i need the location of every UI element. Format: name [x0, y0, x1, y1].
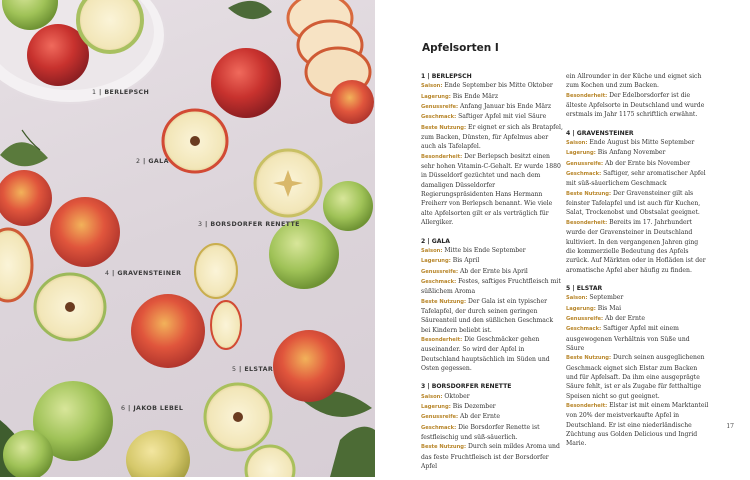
entry-season: Saison: September [566, 294, 624, 302]
entry-special: Besonderheit: Elstar ist mit einem Marktanteil von 20% der meistverkaufte Apfel in Deutschland. Er ist eine niederländische Züchtung aus Golden Delicious und Ingrid Marie. [566, 402, 709, 448]
page-title: Apfelsorten I [422, 42, 499, 54]
entry-ripe: Genussreife: Anfang Januar bis Ende März [421, 103, 552, 111]
entry-season: Saison: Ende August bis Mitte September [566, 139, 695, 147]
entry-taste: Geschmack: Saftiger Apfel mit viel Säure [421, 113, 547, 121]
entry-season: Saison: Mitte bis Ende September [421, 246, 526, 254]
entry-ripe: Genussreife: Ab der Ernte [566, 314, 645, 322]
entry-season: Saison: Oktober [421, 392, 470, 400]
entry-storage: Lagerung: Bis Dezember [421, 403, 496, 410]
entry-ripe: Genussreife: Ab der Ernte [421, 413, 500, 421]
apple-label-5: 5 | ELSTAR [232, 366, 274, 373]
entry-special: Besonderheit: Der Edelborsdorfer ist die älteste Apfelsorte in Deutschland und wurde erstmals im Jahr 1175 schriftlich erwähnt. [566, 91, 705, 119]
entry-use: Beste Nutzung: Der Gala ist ein typischer Tafelapfel, der durch seinen geringen Säureanteil und den süßlichen Geschmack bei Kindern beliebt ist. [421, 297, 554, 334]
apple-label-3: 3 | BORSDORFER RENETTE [198, 221, 300, 228]
entry-storage: Lagerung: Bis April [421, 257, 480, 265]
entry-heading: 3 | BORSDORFER RENETTE [421, 383, 512, 391]
entry-storage: Lagerung: Bis Mai [566, 304, 622, 312]
apple-entry-borsdorfer-continued [566, 72, 709, 120]
entry-use: Beste Nutzung: Er eignet er sich als Bratapfel, zum Backen, Dünsten, für Apfelmus aber auch als Tafelapfel. [421, 123, 563, 151]
apple-label-4: 4 | GRAVENSTEINER [105, 270, 182, 277]
apple-label-1: 1 | BERLEPSCH [92, 89, 150, 96]
entry-taste: Geschmack: Festes, saftiges Fruchtfleisch mit süßlichem Aroma [421, 277, 561, 296]
entry-season: Saison: Ende September bis Mitte Oktober [421, 82, 553, 90]
apple-entry-gala [421, 237, 564, 374]
entry-taste: Geschmack: Saftiger Apfel mit einem ausgewogenen Verhältnis von Süße und Säure [566, 325, 690, 352]
entry-special: Besonderheit: Der Berlepsch besitzt einen sehr hohen Vitamin-C-Gehalt. Er wurde 1880 in Düsseldorf gezüchtet und nach dem damaligen Düsseldorfer Regierungspräsidenten Hans Hermann Freiherr von Berlepsch benannt. Wie viele alte Apfelsorten gilt er als verträglich für Allergiker. [421, 152, 561, 227]
entry-special: Besonderheit: Die Geschmäcker gehen auseinander. So wird der Apfel in Deutschland hauptsächlich im Süden und Osten gegessen. [421, 335, 550, 372]
text-column-right [566, 72, 709, 458]
apple-entry-borsdorfer [421, 382, 564, 471]
entry-taste: Geschmack: Die Borsdorfer Renette ist festfleischig und süß-säuerlich. [421, 423, 540, 442]
entry-use: Beste Nutzung: Durch seinen ausgeglichenen Geschmack eignet sich Elstar zum Backen und für Apfelsaft. Da ihm eine ausgeprägte Säure fehlt, ist er als Zugabe für fetthaltige Speisen nicht so gut geeignet. [566, 354, 705, 400]
text-column-left [421, 72, 564, 480]
apple-label-2: 2 | GALA [136, 158, 169, 165]
page-number: 17 [726, 423, 734, 430]
entry-heading: 1 | BERLEPSCH [421, 73, 472, 80]
apple-photo-illustration [0, 0, 375, 477]
apple-entry-gravensteiner [566, 129, 709, 275]
apple-entry-elstar [566, 284, 709, 449]
apple-photo [0, 0, 375, 477]
entry-use-continued: ein Allrounder in der Küche und eignet sich zum Kochen und zum Backen. [566, 73, 702, 90]
entry-heading: 2 | GALA [421, 237, 451, 245]
entry-heading: 4 | GRAVENSTEINER [566, 129, 634, 137]
apple-entry-berlepsch [421, 72, 564, 228]
entry-taste: Geschmack: Saftiger, sehr aromatischer Apfel mit süß-säuerlichem Geschmack [566, 170, 706, 188]
entry-special: Besonderheit: Bereits im 17. Jahrhundert wurde der Gravensteiner in Deutschland kultiviert. In den vergangenen Jahren ging die kommerzielle Bedeutung des Apfels zurück. Auf Märkten oder in Hofläden ist der aromatische Apfel aber häufig zu finden. [566, 218, 706, 274]
entry-heading: 5 | ELSTAR [566, 284, 603, 292]
entry-use: Beste Nutzung: Der Gravensteiner gilt als feinster Tafelapfel und ist auch für Kuchen, Salat, Trockenobst und Obstsalat geeignet. [566, 189, 701, 217]
entry-storage: Lagerung: Bis Anfang November [566, 149, 666, 157]
entry-ripe: Genussreife: Ab der Ernte bis April [421, 267, 528, 275]
text-page [375, 0, 750, 477]
apple-label-6: 6 | JAKOB LEBEL [121, 405, 184, 412]
entry-ripe: Genussreife: Ab der Ernte bis November [566, 159, 691, 167]
entry-storage: Lagerung: Bis Ende März [421, 92, 499, 100]
entry-use: Beste Nutzung: Durch sein mildes Aroma und das feste Fruchtfleisch ist der Borsdorfer Apfel [421, 443, 560, 471]
